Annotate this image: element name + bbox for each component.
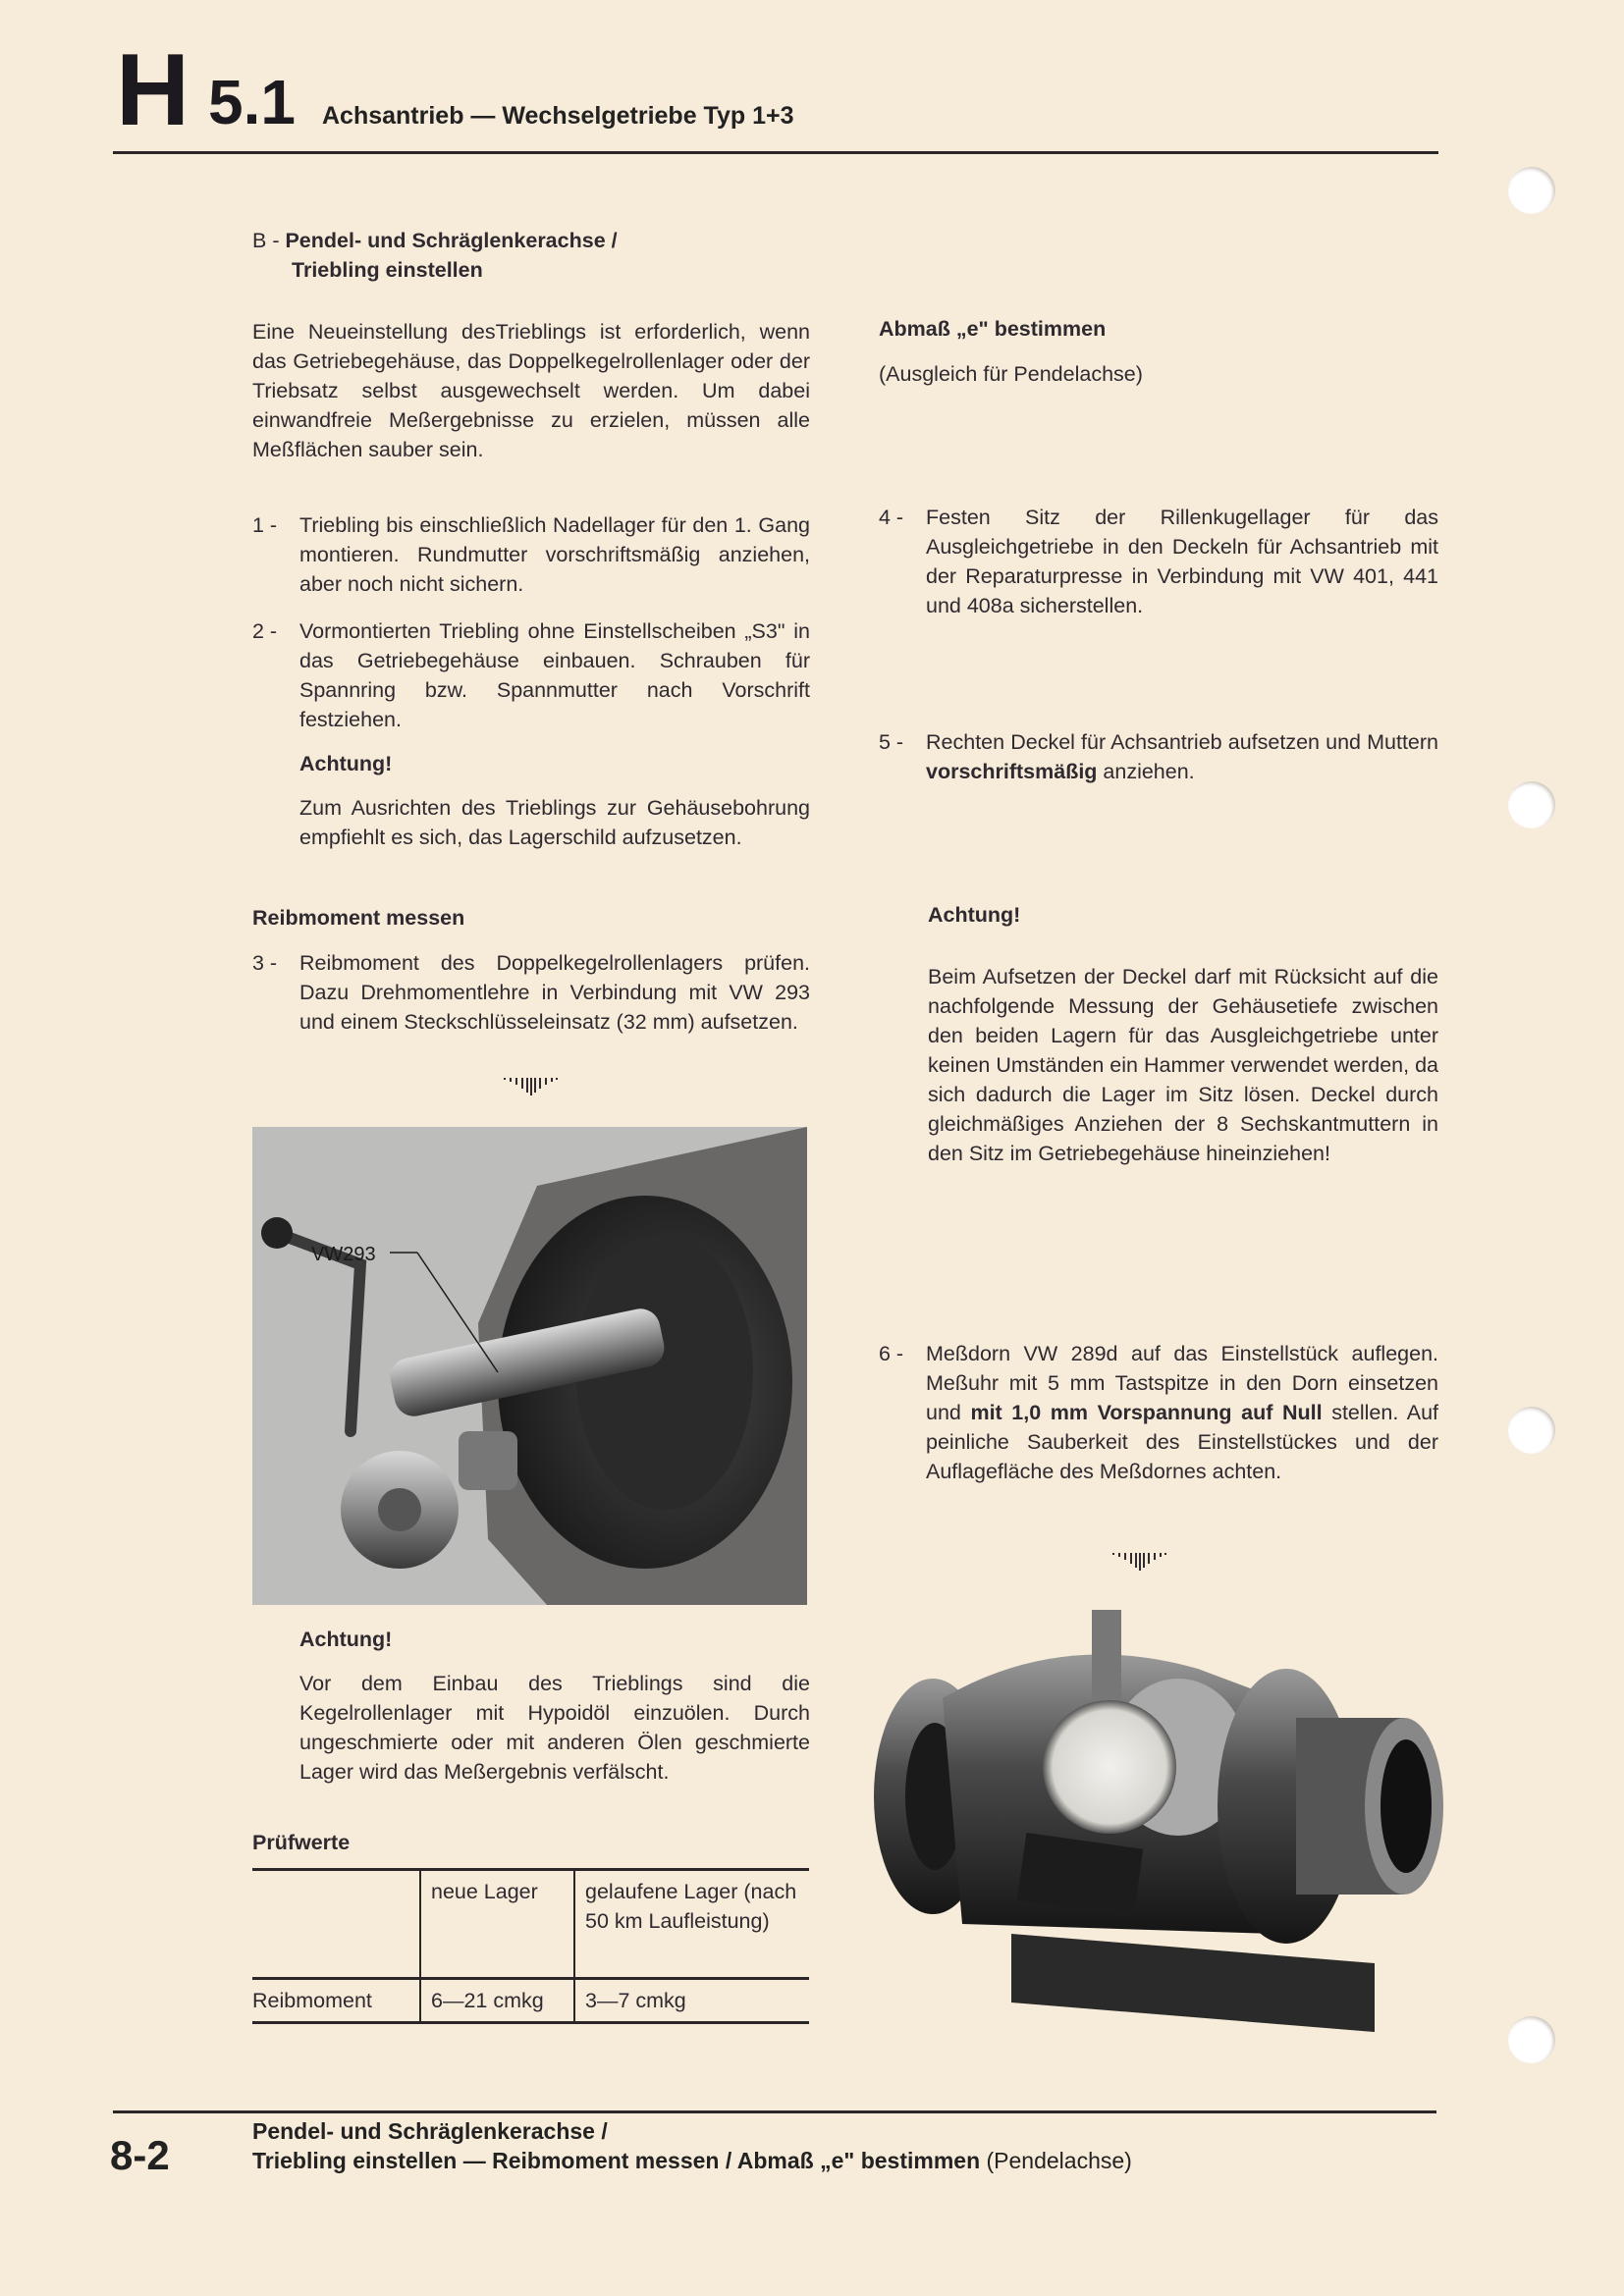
footer-line-1: Pendel- und Schräglenkerachse / bbox=[252, 2118, 608, 2144]
table-cell: 3—7 cmkg bbox=[574, 1979, 809, 2023]
section-letter: H bbox=[116, 33, 189, 147]
table-header-cell: neue Lager bbox=[420, 1870, 574, 1979]
step-text: Meßdorn VW 289d auf das Einstellstück auflegen. Meßuhr mit 5 mm Tastspitze in den Dorn einsetzen und bbox=[926, 1342, 1438, 1424]
page-number: 8-2 bbox=[110, 2132, 170, 2178]
down-arrow-icon bbox=[501, 1076, 560, 1097]
footer-rule bbox=[113, 2110, 1436, 2113]
step-text-bold: mit 1,0 mm Vorspannung auf Null bbox=[970, 1401, 1323, 1424]
step-text-bold: vorschriftsmäßig bbox=[926, 760, 1098, 783]
table-title: Prüfwerte bbox=[252, 1831, 351, 1854]
heading-prefix: B - bbox=[252, 229, 286, 252]
step-text: Reibmoment des Doppelkegelrollenlagers prüfen. Dazu Drehmomentlehre in Verbindung mit VW 293 und einem Steckschlüsseleinsatz (32 mm) aufsetzen. bbox=[299, 951, 810, 1034]
subsection-title: Reibmoment messen bbox=[252, 906, 465, 930]
footer-line-2-suffix: (Pendelachse) bbox=[980, 2148, 1132, 2173]
note-text: Vor dem Einbau des Trieblings sind die Kegelrollenlager mit Hypoidöl einzuölen. Durch ungeschmierte oder mit anderen Ölen geschmierte Lager wird das Meßergebnis verfälscht. bbox=[299, 1672, 810, 1784]
right-subheading: (Ausgleich für Pendelachse) bbox=[879, 362, 1143, 386]
step-4 bbox=[879, 503, 1438, 620]
photo-measuring-mandrel-with-dial-gauge bbox=[864, 1610, 1453, 2042]
punch-hole bbox=[1508, 781, 1555, 828]
section-number: 5.1 bbox=[208, 67, 296, 137]
punch-hole bbox=[1508, 167, 1555, 214]
note-title: Achtung! bbox=[299, 752, 393, 775]
punch-hole bbox=[1508, 1407, 1555, 1454]
down-arrow-icon bbox=[1110, 1551, 1168, 1573]
step-text: Triebling bis einschließlich Nadellager für den 1. Gang montieren. Rundmutter vorschriftsmäßig anziehen, aber noch nicht sichern. bbox=[299, 513, 810, 596]
note-title: Achtung! bbox=[928, 903, 1021, 927]
step-3 bbox=[252, 948, 810, 1037]
step-number: 1 - bbox=[252, 513, 278, 537]
footer-line-2: Triebling einstellen — Reibmoment messen / Abmaß „e" bestimmen bbox=[252, 2148, 981, 2173]
note-text: Beim Aufsetzen der Deckel darf mit Rücksicht auf die nachfolgende Messung der Gehäusetiefe zwischen den beiden Lagern für das Ausgleichgetriebe unter keinen Umständen ein Hammer verwendet werden, da sich dadurch die Lager im Sitz lösen. Deckel durch gleichmäßiges Anziehen der 8 Sechskantmuttern in den Sitz im Getriebegehäuse hineinziehen! bbox=[928, 965, 1438, 1165]
table-row bbox=[252, 1979, 809, 2023]
page-title: Achsantrieb — Wechselgetriebe Typ 1+3 bbox=[322, 102, 794, 130]
step-number: 4 - bbox=[879, 506, 904, 529]
step-1 bbox=[252, 510, 810, 599]
step-text: stellen. Auf peinliche Sauberkeit des Einstellstückes und der Auflagefläche des Meßdornes achten. bbox=[926, 1401, 1438, 1483]
step-text: Festen Sitz der Rillenkugellager für das Ausgleichgetriebe in den Deckeln für Achsantrieb mit der Reparaturpresse in Verbindung mit VW 401, 441 und 408a sicherstellen. bbox=[926, 506, 1438, 617]
header-rule bbox=[113, 151, 1438, 154]
step-6 bbox=[879, 1339, 1438, 1486]
photo-torque-gauge-on-transmission bbox=[252, 1127, 807, 1605]
step-text: Vormontierten Triebling ohne Einstellscheiben „S3" in das Getriebegehäuse einbauen. Schrauben für Spannring bzw. Spannmutter nach Vorschrift festziehen. bbox=[299, 619, 810, 731]
right-heading: Abmaß „e" bestimmen bbox=[879, 317, 1107, 341]
intro-paragraph: Eine Neueinstellung desTrieblings ist erforderlich, wenn das Getriebegehäuse, das Doppelkegelrollenlager oder der Triebsatz selbst ausgewechselt werden. Um dabei einwandfreie Meßergebnisse zu erzielen, müssen alle Meßflächen sauber sein. bbox=[252, 320, 810, 461]
heading-line-2: Triebling einstellen bbox=[292, 258, 483, 282]
table-cell: Reibmoment bbox=[252, 1989, 372, 2012]
heading-line-1: Pendel- und Schräglenkerachse / bbox=[285, 229, 618, 252]
photo-callout-label: VW293 bbox=[311, 1244, 376, 1265]
step-5 bbox=[879, 727, 1438, 786]
step-2 bbox=[252, 616, 810, 734]
step-text: Rechten Deckel für Achsantrieb aufsetzen und Muttern bbox=[926, 730, 1438, 754]
table-cell: 6—21 cmkg bbox=[420, 1979, 574, 2023]
section-heading bbox=[252, 226, 810, 285]
step-number: 3 - bbox=[252, 951, 278, 975]
step-number: 6 - bbox=[879, 1342, 904, 1365]
table-header-row bbox=[252, 1870, 809, 1979]
test-values-table bbox=[252, 1868, 809, 2024]
punch-hole bbox=[1508, 2016, 1555, 2063]
table-header-cell: gelaufene Lager (nach 50 km Laufleistung) bbox=[574, 1870, 809, 1979]
step-number: 5 - bbox=[879, 730, 904, 754]
note-text: Zum Ausrichten des Trieblings zur Gehäusebohrung empfiehlt es sich, das Lagerschild aufzusetzen. bbox=[299, 796, 810, 849]
table-header-cell bbox=[252, 1870, 420, 1979]
note-title: Achtung! bbox=[299, 1628, 393, 1651]
step-number: 2 - bbox=[252, 619, 278, 643]
step-text: anziehen. bbox=[1097, 760, 1195, 783]
